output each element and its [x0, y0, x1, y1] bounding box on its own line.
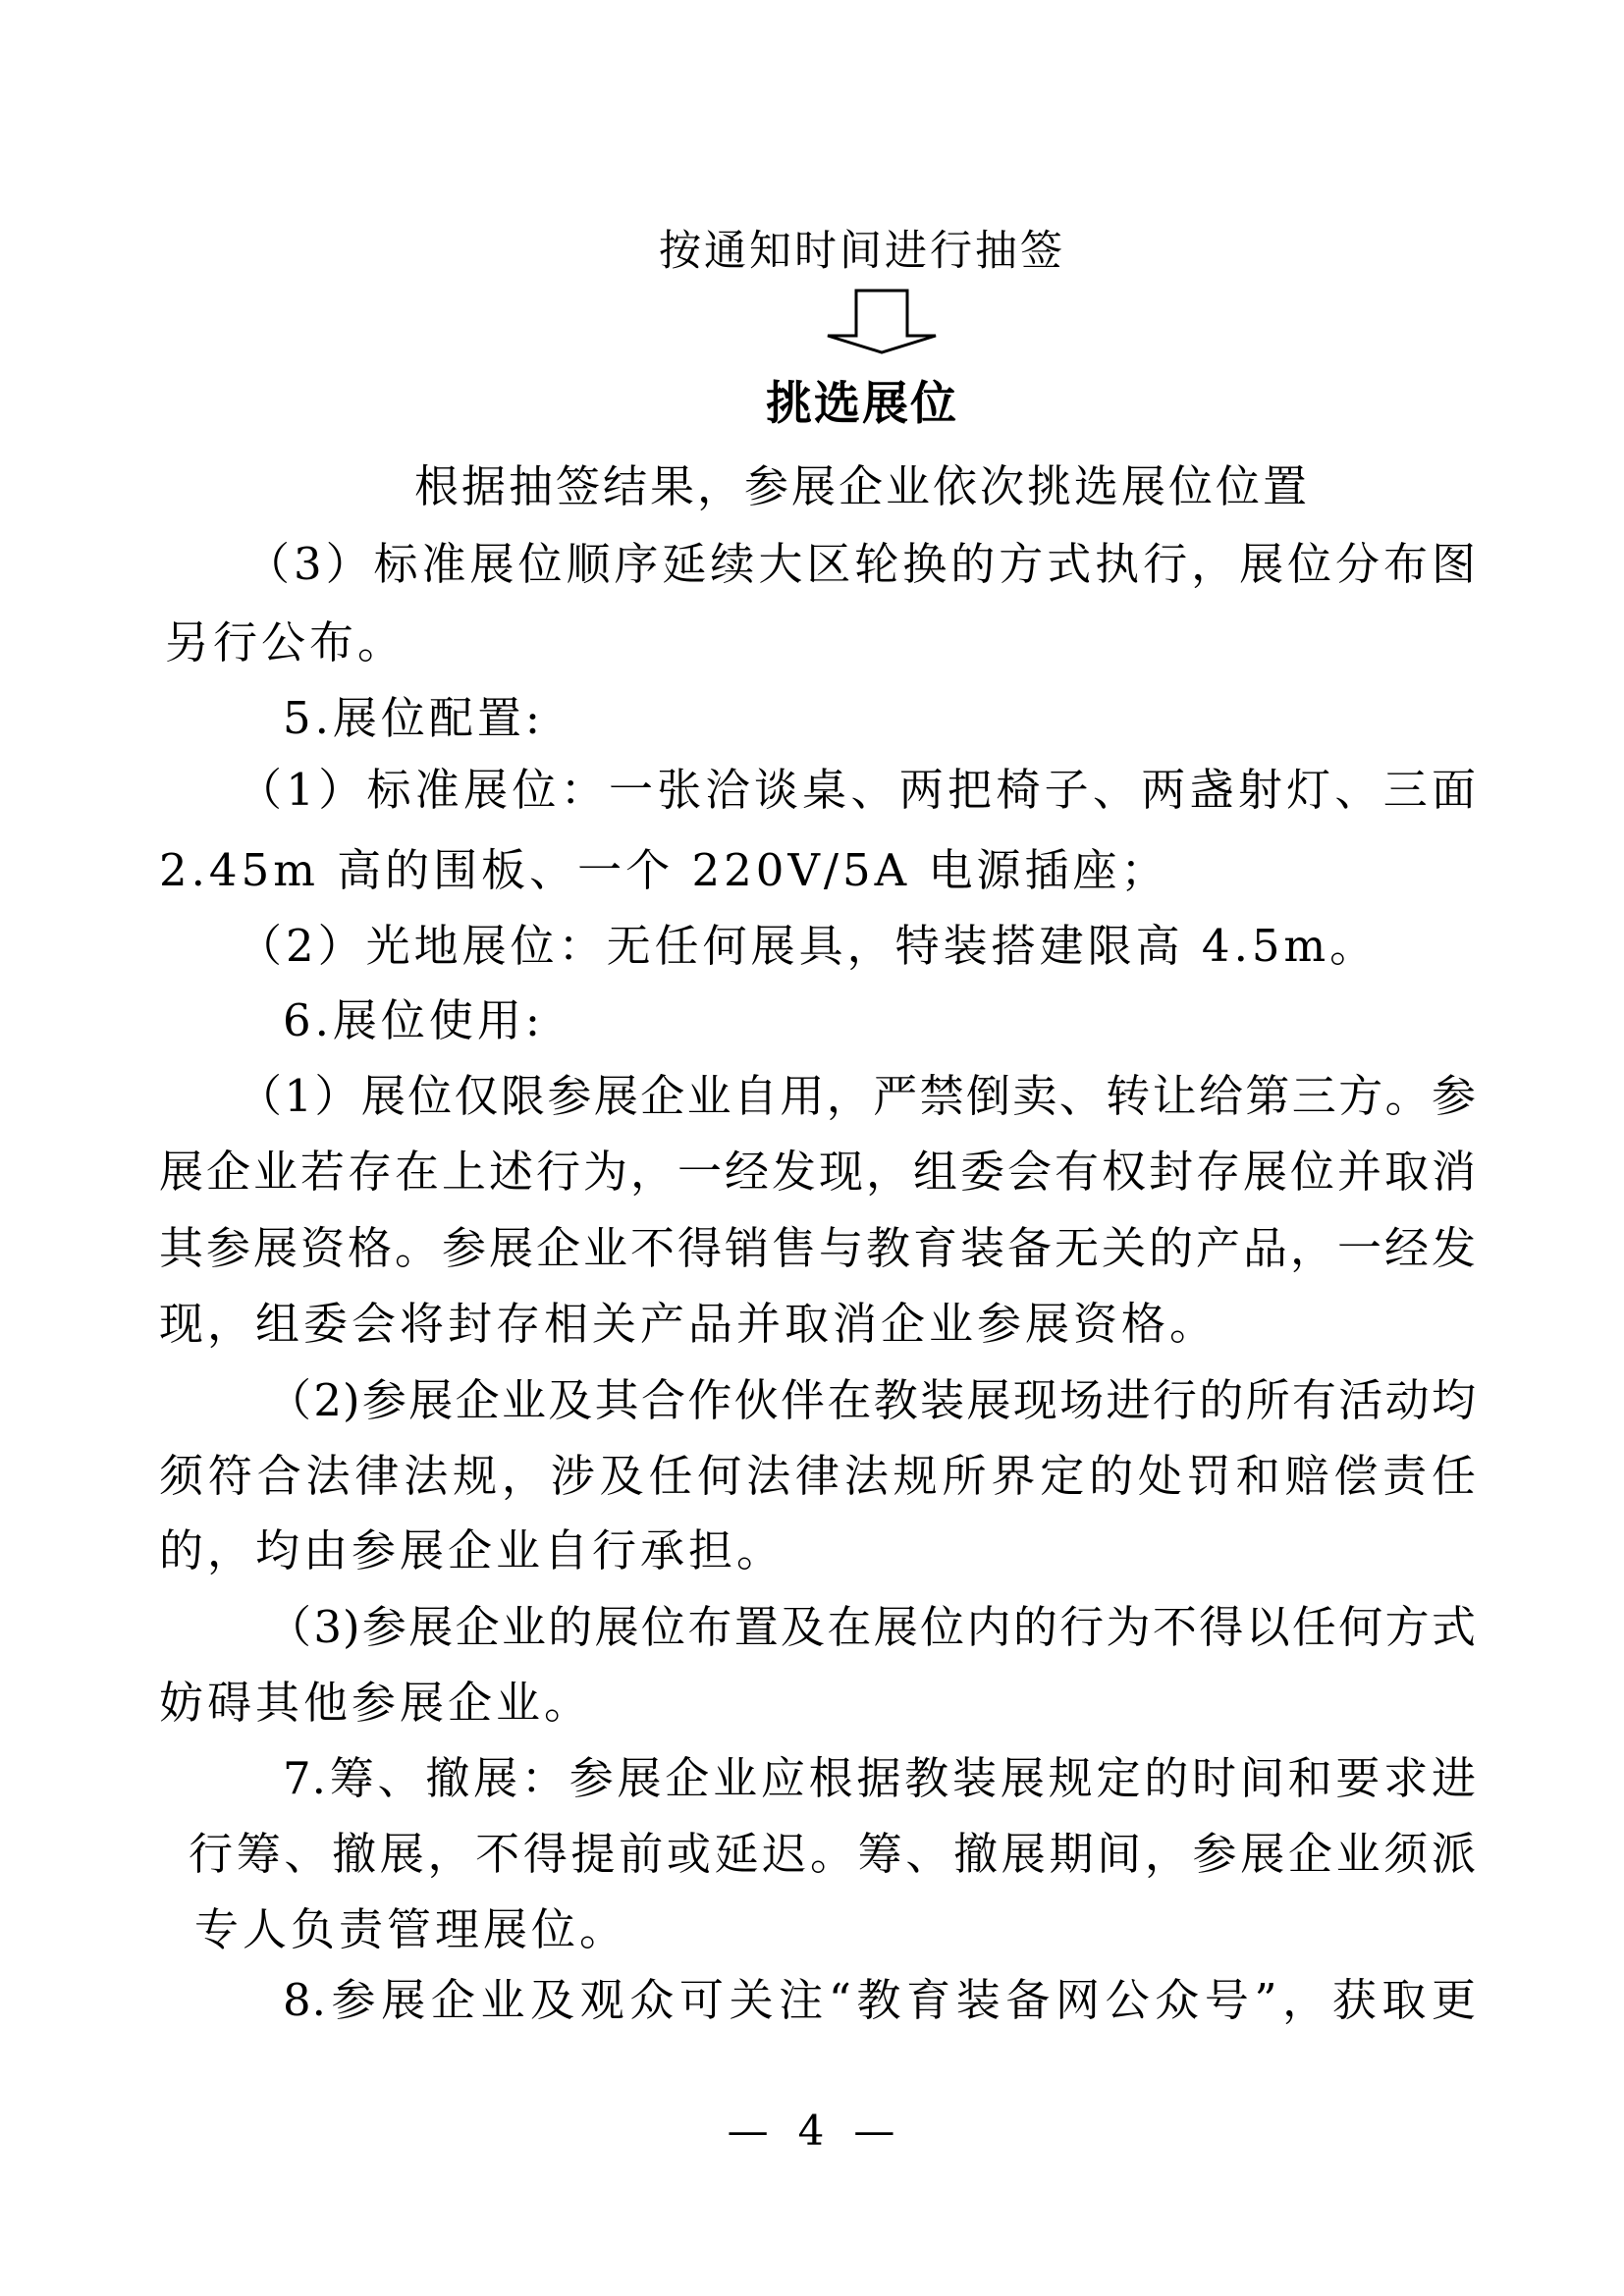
body-line: （1）展位仅限参展企业自用，严禁倒卖、转让给第三方。参 — [238, 1070, 1477, 1122]
body-line: 另行公布。 — [165, 616, 406, 668]
body-line: 须符合法律法规，涉及任何法律法规所界定的处罚和赔偿责任 — [159, 1450, 1477, 1502]
body-line: 7.筹、撤展：参展企业应根据教装展规定的时间和要求进 — [283, 1752, 1477, 1804]
down-arrow-icon — [827, 288, 937, 354]
body-line: 展企业若存在上述行为，一经发现，组委会有权封存展位并取消 — [159, 1146, 1477, 1198]
footer-dash-left: — — [727, 2107, 771, 2155]
flow-step-label: 按通知时间进行抽签 — [659, 227, 1065, 276]
body-line: （1）标准展位：一张洽谈桌、两把椅子、两盏射灯、三面 — [238, 764, 1477, 816]
body-line: 6.展位使用: — [283, 994, 545, 1046]
body-line: （2）光地展位：无任何展具，特装搭建限高 4.5m。 — [238, 920, 1379, 972]
body-line: （3）标准展位顺序延续大区轮换的方式执行，展位分布图 — [245, 538, 1477, 590]
section-heading: 挑选展位 — [766, 377, 958, 431]
footer-dash-right: — — [853, 2107, 897, 2155]
body-line: 8.参展企业及观众可关注“教育装备网公众号”，获取更 — [283, 1974, 1477, 2026]
body-line: 2.45m 高的围板、一个 220V/5A 电源插座； — [159, 844, 1169, 896]
body-line: 现，组委会将封存相关产品并取消企业参展资格。 — [159, 1298, 1218, 1350]
body-line: 妨碍其他参展企业。 — [159, 1677, 593, 1729]
body-line: 专人负责管理展位。 — [194, 1903, 628, 1955]
body-line: （2)参展企业及其合作伙伴在教装展现场进行的所有活动均 — [267, 1374, 1477, 1426]
body-line: （3)参展企业的展位布置及在展位内的行为不得以任何方式 — [267, 1601, 1477, 1653]
body-line: 的，均由参展企业自行承担。 — [159, 1524, 785, 1576]
page-footer — [0, 2107, 1624, 2156]
body-line: 行筹、撤展，不得提前或延迟。筹、撤展期间，参展企业须派 — [189, 1828, 1477, 1880]
page-number: 4 — [797, 2107, 827, 2155]
body-line: 其参展资格。参展企业不得销售与教育装备无关的产品，一经发 — [159, 1222, 1477, 1274]
body-line: 5.展位配置: — [283, 692, 545, 744]
section-subheading: 根据抽签结果，参展企业依次挑选展位位置 — [413, 460, 1310, 512]
